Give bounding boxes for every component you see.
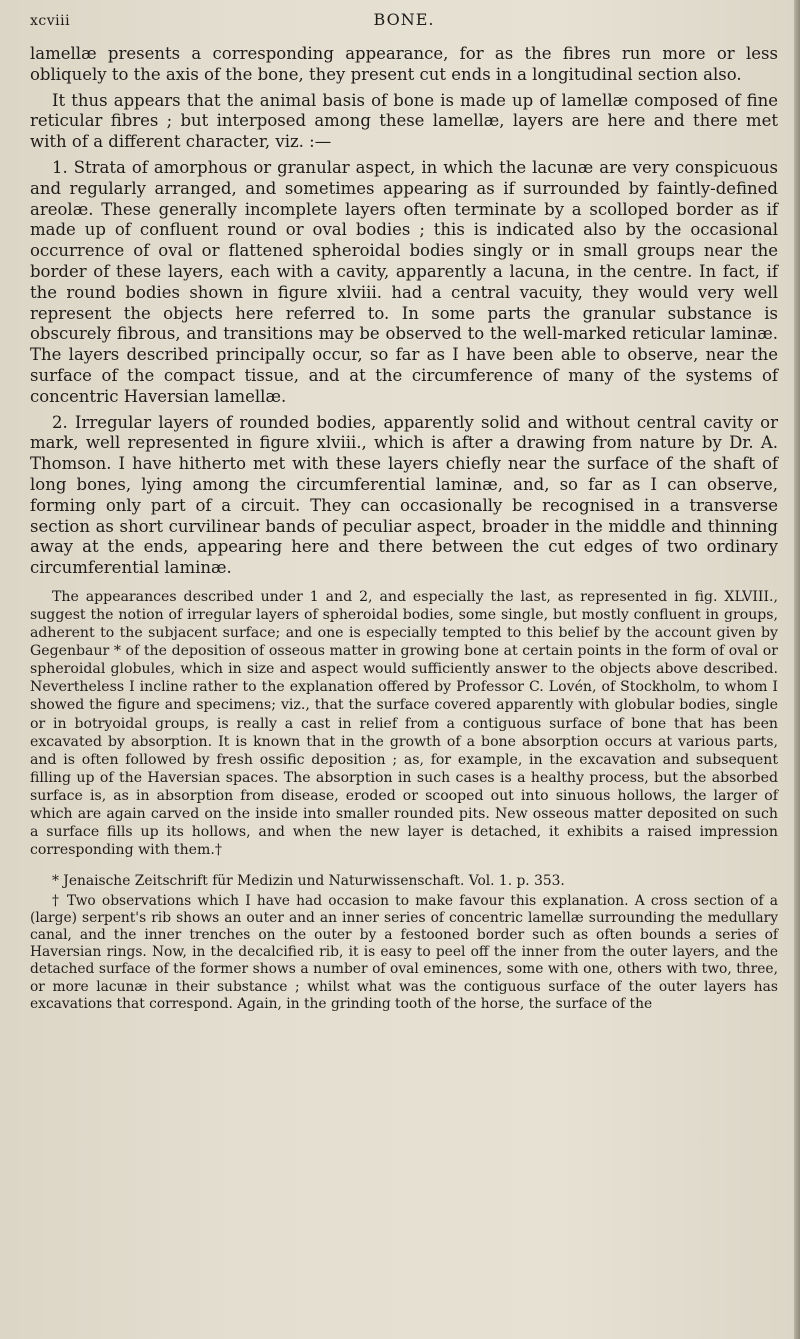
paragraph-irregular-layers: 2. Irregular layers of rounded bodies, apparently solid and without central cavity or mark, well represented in figure xlviii., which is after a drawing from nature by Dr. A. Thomson. I have hitherto met with these layers chiefly near the surface of the shaft of long bones, lying among the circumferential laminæ, and, so far as I can observe, forming only part of a circuit. They can occasionally be recognised in a transverse section as short curvilinear bands of peculiar aspect, broader in the middle and thinning away at the ends, appearing here and there between the cut edges of two ordinary circumferential laminæ.: [30, 412, 778, 578]
footnote-dagger: † Two observations which I have had occasion to make favour this explanation. A cross section of a (large) serpent's rib shows an outer and an inner series of concentric lamellæ surrounding the medullary canal, and the inner trenches on the outer by a festooned border such as often bounds a series of Haversian rings. Now, in the decalcified rib, it is easy to peel off the inner from the outer layers, and the detached surface of the former shows a number of oval eminences, some with one, others with two, three, or more lacunæ in their substance ; whilst what was the contiguous surface of the outer layers has excavations that correspond. Again, in the grinding tooth of the horse, the surface of the: [30, 892, 778, 1012]
paragraph-continuation: lamellæ presents a corresponding appearance, for as the fibres run more or less obliquely to the axis of the bone, they present cut ends in a longitudinal section also.: [30, 44, 778, 84]
paragraph-strata: 1. Strata of amorphous or granular aspect, in which the lacunæ are very conspicuous and regularly arranged, and sometimes appearing as if surrounded by faintly-defined areolæ. These generally incomplete layers often terminate by a scolloped border as if made up of confluent round or oval bodies ; this is indicated also by the occasional occurrence of oval or flattened spheroidal bodies singly or in small groups near the border of these layers, each with a cavity, apparently a lacuna, in the centre. In fact, if the round bodies shown in figure xlviii. had a central vacuity, they would very well represent the objects here referred to. In some parts the granular substance is obscurely fibrous, and transitions may be observed to the well-marked reticular laminæ. The layers described principally occur, so far as I have been able to observe, near the surface of the compact tissue, and at the circumference of many of the systems of concentric Haversian lamellæ.: [30, 157, 778, 406]
running-head: BONE.: [373, 10, 435, 29]
footnote-star: * Jenaische Zeitschrift für Medizin und Naturwissenschaft. Vol. 1. p. 353.: [52, 873, 565, 890]
page-number: xcviii: [30, 13, 71, 29]
page-edge: [794, 0, 800, 1339]
paragraph-animal-basis: It thus appears that the animal basis of bone is made up of lamellæ composed of fine reticular fibres ; but interposed among these lamellæ, layers are here and there met with of a different character, viz. :—: [30, 90, 778, 152]
paragraph-appearances: The appearances described under 1 and 2, and especially the last, as represented in fig. XLVIII., suggest the notion of irregular layers of spheroidal bodies, some single, but mostly confluent in groups, adherent to the subjacent surface; and one is especially tempted to this belief by the account given by Gegenbaur * of the deposition of osseous matter in growing bone at certain points in the form of oval or spheroidal globules, which in size and aspect would sufficiently answer to the objects above described. Nevertheless I incline rather to the explanation offered by Professor C. Lovén, of Stockholm, to whom I showed the figure and specimens; viz., that the surface covered apparently with globular bodies, single or in botryoidal groups, is really a cast in relief from a contiguous surface of bone that has been excavated by absorption. It is known that in the growth of a bone absorption occurs at various parts, and is often followed by fresh ossific deposition ; as, for example, in the excavation and subsequent filling up of the Haversian spaces. The absorption in such cases is a healthy process, but the absorbed surface is, as in absorption from disease, eroded or scooped out into sinuous hollows, the larger of which are again carved on the inside into smaller rounded pits. New osseous matter deposited on such a surface fills up its hollows, and when the new layer is detached, it exhibits a raised impression corresponding with them.†: [30, 588, 778, 859]
page-header: [30, 10, 778, 44]
